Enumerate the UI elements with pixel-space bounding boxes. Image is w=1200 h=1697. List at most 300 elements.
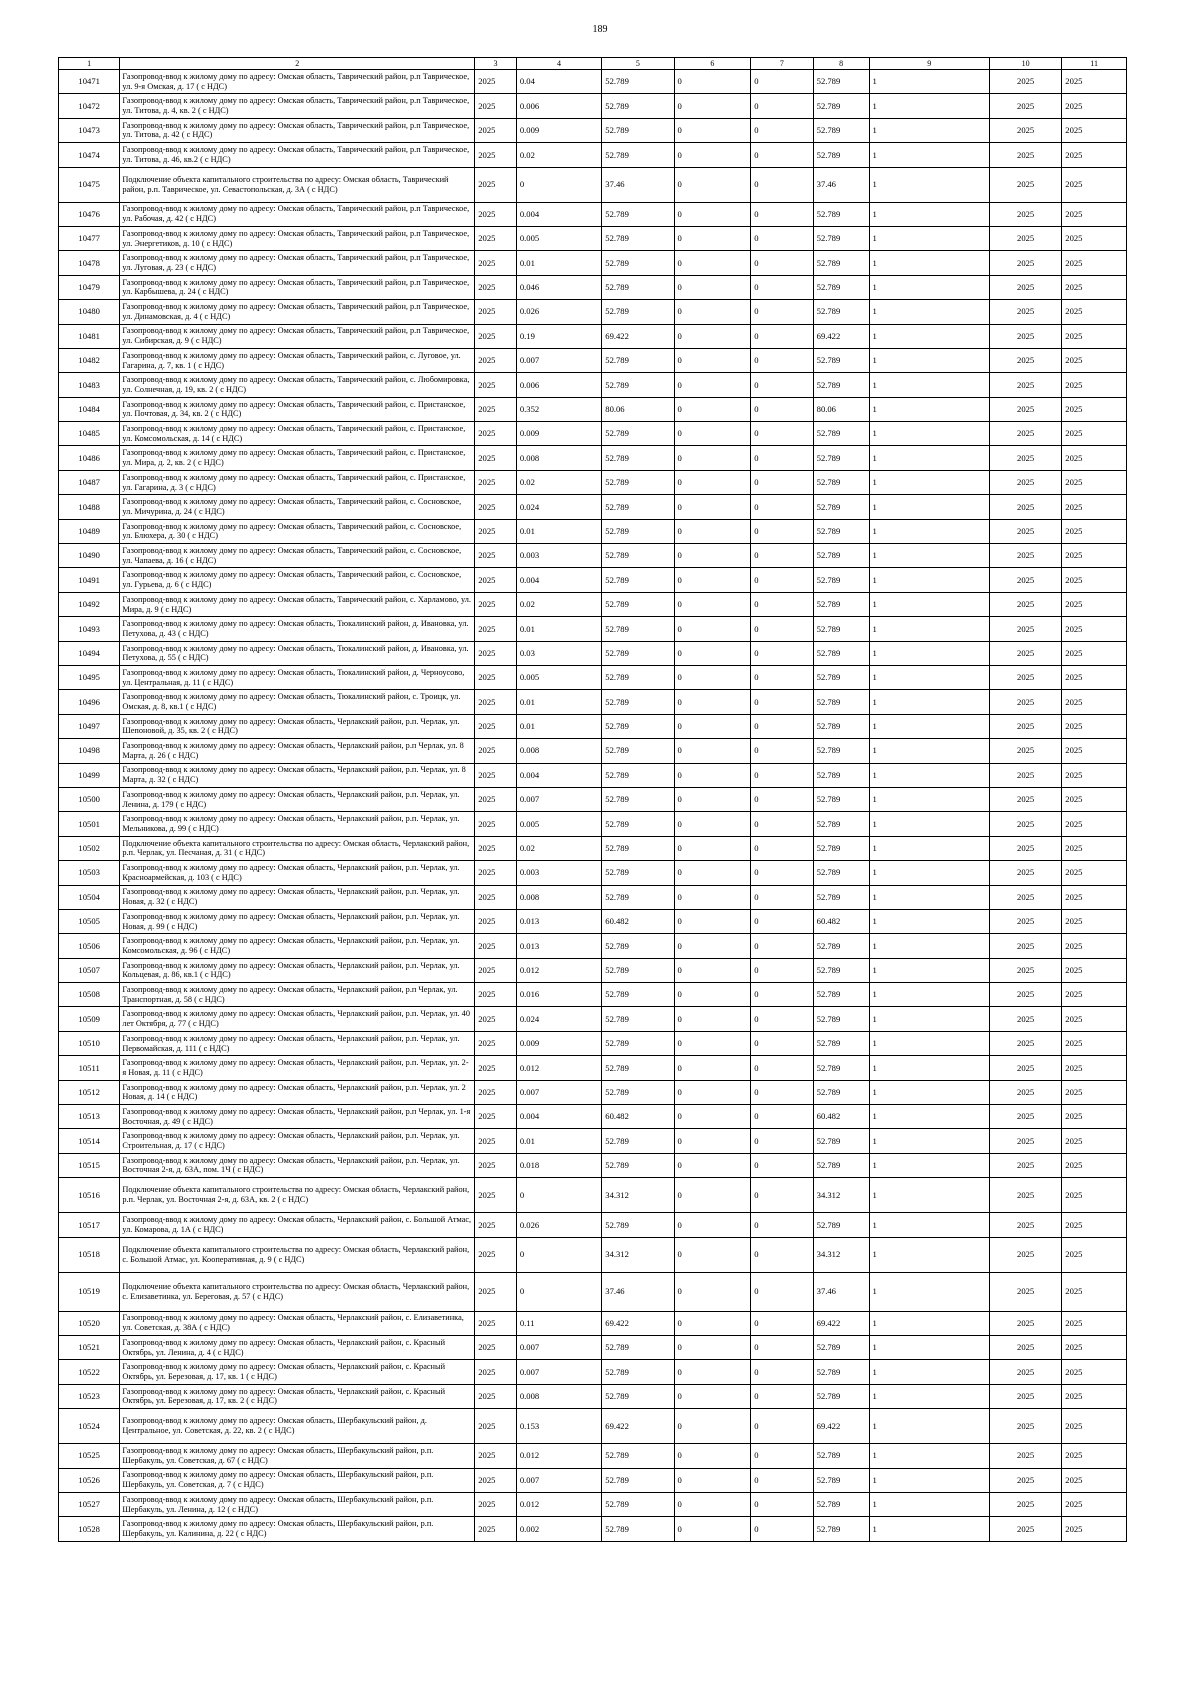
count-cell: 1 [869,739,989,763]
cost-cell: 60.482 [602,909,674,933]
end-year-cell: 2025 [1062,1237,1127,1272]
column-header: 5 [602,58,674,70]
length-cell: 0 [516,1178,601,1213]
total-cost-cell: 52.789 [813,934,869,958]
year-cell: 2025 [475,958,517,982]
length-cell: 0.046 [516,275,601,299]
start-year-cell: 2025 [989,348,1061,372]
description-cell: Газопровод-ввод к жилому дому по адресу: Омская область, Таврический район, р.п Таврическое, ул. Рабочая, д. 42 ( с НДС) [120,202,475,226]
value-cell: 0 [751,690,813,714]
row-number-cell: 10488 [59,495,120,519]
column-header: 7 [751,58,813,70]
length-cell: 0.018 [516,1153,601,1177]
description-cell: Газопровод-ввод к жилому дому по адресу: Омская область, Черлакский район, с. Елизаветинка, ул. Советская, д. 38А ( с НДС) [120,1311,475,1335]
cost-cell: 52.789 [602,1492,674,1516]
row-number-cell: 10480 [59,300,120,324]
total-cost-cell: 34.312 [813,1237,869,1272]
value-cell: 0 [674,446,751,470]
table-row [59,909,1127,933]
start-year-cell: 2025 [989,1360,1061,1384]
length-cell: 0.01 [516,1129,601,1153]
value-cell: 0 [674,617,751,641]
column-header: 11 [1062,58,1127,70]
table-row [59,617,1127,641]
cost-cell: 52.789 [602,202,674,226]
year-cell: 2025 [475,348,517,372]
start-year-cell: 2025 [989,958,1061,982]
length-cell: 0.02 [516,470,601,494]
length-cell: 0.19 [516,324,601,348]
count-cell: 1 [869,495,989,519]
column-header: 6 [674,58,751,70]
description-cell: Газопровод-ввод к жилому дому по адресу: Омская область, Таврический район, р.п Таврическое, ул. Сибирская, д. 9 ( с НДС) [120,324,475,348]
total-cost-cell: 52.789 [813,592,869,616]
table-row [59,1129,1127,1153]
description-cell: Газопровод-ввод к жилому дому по адресу: Омская область, Тюкалинский район, д. Черноусово, ул. Центральная, д. 11 ( с НДС) [120,665,475,689]
count-cell: 1 [869,1468,989,1492]
value-cell: 0 [751,1409,813,1444]
cost-cell: 60.482 [602,1105,674,1129]
cost-cell: 34.312 [602,1178,674,1213]
length-cell: 0 [516,1272,601,1311]
table-row [59,568,1127,592]
end-year-cell: 2025 [1062,1178,1127,1213]
cost-cell: 52.789 [602,641,674,665]
row-number-cell: 10503 [59,861,120,885]
end-year-cell: 2025 [1062,1031,1127,1055]
count-cell: 1 [869,665,989,689]
value-cell: 0 [674,592,751,616]
table-row [59,544,1127,568]
table-row [59,665,1127,689]
description-cell: Подключение объекта капитального строительства по адресу: Омская область, Таврический район, р.п. Таврическое, ул. Севастопольская, д. 3А ( с НДС) [120,167,475,202]
count-cell: 1 [869,885,989,909]
value-cell: 0 [751,592,813,616]
total-cost-cell: 52.789 [813,617,869,641]
count-cell: 1 [869,202,989,226]
row-number-cell: 10483 [59,373,120,397]
row-number-cell: 10525 [59,1444,120,1468]
value-cell: 0 [751,143,813,167]
total-cost-cell: 52.789 [813,714,869,738]
value-cell: 0 [674,836,751,860]
year-cell: 2025 [475,641,517,665]
value-cell: 0 [751,422,813,446]
cost-cell: 52.789 [602,568,674,592]
start-year-cell: 2025 [989,300,1061,324]
count-cell: 1 [869,1272,989,1311]
start-year-cell: 2025 [989,1409,1061,1444]
value-cell: 0 [674,787,751,811]
value-cell: 0 [751,275,813,299]
description-cell: Газопровод-ввод к жилому дому по адресу: Омская область, Черлакский район, с. Красный Октябрь, ул. Березовая, д. 17, кв. 1 ( с НДС) [120,1360,475,1384]
value-cell: 0 [674,70,751,94]
description-cell: Газопровод-ввод к жилому дому по адресу: Омская область, Тюкалинский район, д. Ивановка, ул. Петухова, д. 43 ( с НДС) [120,617,475,641]
value-cell: 0 [674,763,751,787]
year-cell: 2025 [475,983,517,1007]
end-year-cell: 2025 [1062,958,1127,982]
value-cell: 0 [751,958,813,982]
year-cell: 2025 [475,1080,517,1104]
start-year-cell: 2025 [989,118,1061,142]
description-cell: Газопровод-ввод к жилому дому по адресу: Омская область, Таврический район, с. Пристанское, ул. Мира, д. 2, кв. 2 ( с НДС) [120,446,475,470]
table-row [59,1007,1127,1031]
value-cell: 0 [674,861,751,885]
cost-cell: 52.789 [602,1335,674,1359]
value-cell: 0 [674,519,751,543]
description-cell: Газопровод-ввод к жилому дому по адресу: Омская область, Тюкалинский район, с. Троицк, ул. Омская, д. 8, кв.1 ( с НДС) [120,690,475,714]
value-cell: 0 [674,1335,751,1359]
length-cell: 0.008 [516,446,601,470]
value-cell: 0 [674,1360,751,1384]
column-header: 2 [120,58,475,70]
value-cell: 0 [674,812,751,836]
table-row [59,118,1127,142]
length-cell: 0.012 [516,1492,601,1516]
value-cell: 0 [751,909,813,933]
total-cost-cell: 52.789 [813,690,869,714]
value-cell: 0 [674,1031,751,1055]
total-cost-cell: 52.789 [813,739,869,763]
length-cell: 0.008 [516,1384,601,1408]
value-cell: 0 [674,167,751,202]
total-cost-cell: 52.789 [813,885,869,909]
cost-cell: 52.789 [602,348,674,372]
table-row [59,94,1127,118]
year-cell: 2025 [475,1335,517,1359]
count-cell: 1 [869,544,989,568]
table-row [59,1311,1127,1335]
table-row [59,861,1127,885]
length-cell: 0.04 [516,70,601,94]
row-number-cell: 10512 [59,1080,120,1104]
total-cost-cell: 37.46 [813,167,869,202]
cost-cell: 52.789 [602,861,674,885]
year-cell: 2025 [475,1311,517,1335]
value-cell: 0 [674,1492,751,1516]
length-cell: 0.01 [516,617,601,641]
length-cell: 0.009 [516,1031,601,1055]
column-header: 4 [516,58,601,70]
total-cost-cell: 52.789 [813,1031,869,1055]
count-cell: 1 [869,94,989,118]
count-cell: 1 [869,251,989,275]
length-cell: 0.009 [516,422,601,446]
cost-cell: 52.789 [602,300,674,324]
table-row [59,836,1127,860]
row-number-cell: 10497 [59,714,120,738]
count-cell: 1 [869,300,989,324]
table-row [59,70,1127,94]
length-cell: 0.007 [516,1360,601,1384]
start-year-cell: 2025 [989,1492,1061,1516]
start-year-cell: 2025 [989,1272,1061,1311]
row-number-cell: 10478 [59,251,120,275]
length-cell: 0.005 [516,812,601,836]
description-cell: Газопровод-ввод к жилому дому по адресу: Омская область, Черлакский район, р.п Черлак, ул. 8 Марта, д. 26 ( с НДС) [120,739,475,763]
table-row [59,1468,1127,1492]
description-cell: Газопровод-ввод к жилому дому по адресу: Омская область, Таврический район, с. Пристанское, ул. Комсомольская, д. 14 ( с НДС) [120,422,475,446]
value-cell: 0 [674,348,751,372]
description-cell: Газопровод-ввод к жилому дому по адресу: Омская область, Черлакский район, р.п. Черлак, ул. Шепоновой, д. 35, кв. 2 ( с НДС) [120,714,475,738]
cost-cell: 69.422 [602,1311,674,1335]
table-row [59,763,1127,787]
value-cell: 0 [751,1444,813,1468]
value-cell: 0 [751,1031,813,1055]
value-cell: 0 [751,397,813,421]
cost-cell: 37.46 [602,1272,674,1311]
count-cell: 1 [869,519,989,543]
value-cell: 0 [674,1311,751,1335]
total-cost-cell: 52.789 [813,348,869,372]
length-cell: 0.004 [516,1105,601,1129]
year-cell: 2025 [475,1237,517,1272]
value-cell: 0 [751,167,813,202]
value-cell: 0 [674,94,751,118]
table-row [59,226,1127,250]
year-cell: 2025 [475,1468,517,1492]
row-number-cell: 10501 [59,812,120,836]
description-cell: Газопровод-ввод к жилому дому по адресу: Омская область, Черлакский район, р.п. Черлак, ул. Восточная 2-я, д. 63А, пом. 1Ч ( с НДС) [120,1153,475,1177]
row-number-cell: 10518 [59,1237,120,1272]
table-row [59,934,1127,958]
length-cell: 0.153 [516,1409,601,1444]
description-cell: Газопровод-ввод к жилому дому по адресу: Омская область, Черлакский район, р.п. Черлак, ул. 2 Новая, д. 14 ( с НДС) [120,1080,475,1104]
length-cell: 0.007 [516,1335,601,1359]
year-cell: 2025 [475,592,517,616]
description-cell: Газопровод-ввод к жилому дому по адресу: Омская область, Таврический район, р.п Таврическое, ул. Энергетиков, д. 10 ( с НДС) [120,226,475,250]
start-year-cell: 2025 [989,1178,1061,1213]
row-number-cell: 10528 [59,1517,120,1541]
cost-cell: 52.789 [602,958,674,982]
total-cost-cell: 37.46 [813,1272,869,1311]
total-cost-cell: 52.789 [813,1360,869,1384]
description-cell: Подключение объекта капитального строительства по адресу: Омская область, Черлакский район, с. Большой Атмас, ул. Кооперативная, д. 9 ( с НДС) [120,1237,475,1272]
value-cell: 0 [751,812,813,836]
value-cell: 0 [751,300,813,324]
start-year-cell: 2025 [989,568,1061,592]
cost-cell: 52.789 [602,143,674,167]
length-cell: 0.007 [516,348,601,372]
start-year-cell: 2025 [989,1384,1061,1408]
start-year-cell: 2025 [989,983,1061,1007]
cost-cell: 52.789 [602,422,674,446]
description-cell: Газопровод-ввод к жилому дому по адресу: Омская область, Черлакский район, р.п. Черлак, ул. Строительная, д. 17 ( с НДС) [120,1129,475,1153]
end-year-cell: 2025 [1062,1517,1127,1541]
start-year-cell: 2025 [989,251,1061,275]
start-year-cell: 2025 [989,1468,1061,1492]
description-cell: Газопровод-ввод к жилому дому по адресу: Омская область, Таврический район, р.п Таврическое, ул. Титова, д. 46, кв.2 ( с НДС) [120,143,475,167]
value-cell: 0 [674,1409,751,1444]
description-cell: Газопровод-ввод к жилому дому по адресу: Омская область, Шербакульский район, р.п. Шербакуль, ул. Ленина, д. 12 ( с НДС) [120,1492,475,1516]
year-cell: 2025 [475,665,517,689]
cost-cell: 52.789 [602,470,674,494]
value-cell: 0 [751,665,813,689]
cost-cell: 52.789 [602,1444,674,1468]
table-row [59,885,1127,909]
value-cell: 0 [674,983,751,1007]
count-cell: 1 [869,373,989,397]
count-cell: 1 [869,1153,989,1177]
year-cell: 2025 [475,1360,517,1384]
count-cell: 1 [869,1311,989,1335]
table-row [59,1056,1127,1080]
description-cell: Газопровод-ввод к жилому дому по адресу: Омская область, Шербакульский район, р.п. Шербакуль, ул. Советская, д. 7 ( с НДС) [120,1468,475,1492]
count-cell: 1 [869,275,989,299]
value-cell: 0 [751,1080,813,1104]
count-cell: 1 [869,1056,989,1080]
start-year-cell: 2025 [989,519,1061,543]
count-cell: 1 [869,812,989,836]
table-row [59,1409,1127,1444]
total-cost-cell: 52.789 [813,1056,869,1080]
length-cell: 0.013 [516,909,601,933]
start-year-cell: 2025 [989,167,1061,202]
table-row [59,641,1127,665]
year-cell: 2025 [475,167,517,202]
total-cost-cell: 52.789 [813,118,869,142]
value-cell: 0 [751,617,813,641]
total-cost-cell: 52.789 [813,1468,869,1492]
year-cell: 2025 [475,1056,517,1080]
total-cost-cell: 52.789 [813,544,869,568]
table-row [59,202,1127,226]
cost-cell: 52.789 [602,592,674,616]
end-year-cell: 2025 [1062,568,1127,592]
column-header: 9 [869,58,989,70]
end-year-cell: 2025 [1062,885,1127,909]
description-cell: Газопровод-ввод к жилому дому по адресу: Омская область, Таврический район, р.п Таврическое, ул. Луговая, д. 23 ( с НДС) [120,251,475,275]
value-cell: 0 [751,94,813,118]
length-cell: 0.013 [516,934,601,958]
count-cell: 1 [869,143,989,167]
value-cell: 0 [674,1272,751,1311]
value-cell: 0 [751,1517,813,1541]
total-cost-cell: 52.789 [813,495,869,519]
year-cell: 2025 [475,70,517,94]
column-header: 1 [59,58,120,70]
year-cell: 2025 [475,1272,517,1311]
length-cell: 0.01 [516,714,601,738]
total-cost-cell: 52.789 [813,143,869,167]
count-cell: 1 [869,641,989,665]
count-cell: 1 [869,1080,989,1104]
value-cell: 0 [674,373,751,397]
end-year-cell: 2025 [1062,1129,1127,1153]
total-cost-cell: 52.789 [813,226,869,250]
description-cell: Газопровод-ввод к жилому дому по адресу: Омская область, Шербакульский район, р.п. Шербакуль, ул. Калинина, д. 22 ( с НДС) [120,1517,475,1541]
row-number-cell: 10482 [59,348,120,372]
total-cost-cell: 52.789 [813,1335,869,1359]
value-cell: 0 [674,1080,751,1104]
start-year-cell: 2025 [989,1213,1061,1237]
length-cell: 0.003 [516,861,601,885]
start-year-cell: 2025 [989,1129,1061,1153]
count-cell: 1 [869,1335,989,1359]
cost-cell: 52.789 [602,739,674,763]
value-cell: 0 [674,422,751,446]
cost-cell: 80.06 [602,397,674,421]
year-cell: 2025 [475,739,517,763]
description-cell: Газопровод-ввод к жилому дому по адресу: Омская область, Черлакский район, р.п. Черлак, ул. Новая, д. 32 ( с НДС) [120,885,475,909]
value-cell: 0 [751,836,813,860]
end-year-cell: 2025 [1062,836,1127,860]
row-number-cell: 10499 [59,763,120,787]
description-cell: Газопровод-ввод к жилому дому по адресу: Омская область, Черлакский район, р.п. Черлак, ул. Ленина, д. 179 ( с НДС) [120,787,475,811]
value-cell: 0 [751,324,813,348]
description-cell: Газопровод-ввод к жилому дому по адресу: Омская область, Таврический район, р.п Таврическое, ул. Титова, д. 42 ( с НДС) [120,118,475,142]
total-cost-cell: 52.789 [813,470,869,494]
table-row [59,1384,1127,1408]
value-cell: 0 [751,1360,813,1384]
row-number-cell: 10520 [59,1311,120,1335]
start-year-cell: 2025 [989,143,1061,167]
description-cell: Подключение объекта капитального строительства по адресу: Омская область, Черлакский район, р.п. Черлак, ул. Песчаная, д. 31 ( с НДС) [120,836,475,860]
start-year-cell: 2025 [989,934,1061,958]
row-number-cell: 10494 [59,641,120,665]
end-year-cell: 2025 [1062,1492,1127,1516]
description-cell: Газопровод-ввод к жилому дому по адресу: Омская область, Черлакский район, р.п. Черлак, ул. Кольцевая, д. 86, кв.1 ( с НДС) [120,958,475,982]
length-cell: 0.02 [516,836,601,860]
investment-table [58,57,1127,1542]
end-year-cell: 2025 [1062,94,1127,118]
total-cost-cell: 52.789 [813,422,869,446]
cost-cell: 52.789 [602,1468,674,1492]
value-cell: 0 [674,1153,751,1177]
description-cell: Газопровод-ввод к жилому дому по адресу: Омская область, Шербакульский район, р.п. Шербакуль, ул. Советская, д. 67 ( с НДС) [120,1444,475,1468]
start-year-cell: 2025 [989,763,1061,787]
year-cell: 2025 [475,118,517,142]
end-year-cell: 2025 [1062,373,1127,397]
column-header: 8 [813,58,869,70]
total-cost-cell: 52.789 [813,1007,869,1031]
description-cell: Газопровод-ввод к жилому дому по адресу: Омская область, Таврический район, с. Сосновское, ул. Гурьева, д. 6 ( с НДС) [120,568,475,592]
year-cell: 2025 [475,1178,517,1213]
row-number-cell: 10472 [59,94,120,118]
year-cell: 2025 [475,1213,517,1237]
table-row [59,251,1127,275]
count-cell: 1 [869,568,989,592]
start-year-cell: 2025 [989,94,1061,118]
end-year-cell: 2025 [1062,690,1127,714]
length-cell: 0.004 [516,763,601,787]
value-cell: 0 [751,1311,813,1335]
total-cost-cell: 52.789 [813,275,869,299]
cost-cell: 52.789 [602,544,674,568]
end-year-cell: 2025 [1062,202,1127,226]
table-row [59,519,1127,543]
value-cell: 0 [751,1007,813,1031]
length-cell: 0.007 [516,787,601,811]
description-cell: Газопровод-ввод к жилому дому по адресу: Омская область, Таврический район, р.п Таврическое, ул. Динамовская, д. 4 ( с НДС) [120,300,475,324]
count-cell: 1 [869,226,989,250]
end-year-cell: 2025 [1062,641,1127,665]
table-row [59,446,1127,470]
row-number-cell: 10505 [59,909,120,933]
row-number-cell: 10492 [59,592,120,616]
value-cell: 0 [751,251,813,275]
year-cell: 2025 [475,519,517,543]
year-cell: 2025 [475,1153,517,1177]
cost-cell: 52.789 [602,94,674,118]
value-cell: 0 [674,885,751,909]
cost-cell: 52.789 [602,495,674,519]
end-year-cell: 2025 [1062,70,1127,94]
value-cell: 0 [674,1129,751,1153]
row-number-cell: 10491 [59,568,120,592]
row-number-cell: 10513 [59,1105,120,1129]
row-number-cell: 10476 [59,202,120,226]
